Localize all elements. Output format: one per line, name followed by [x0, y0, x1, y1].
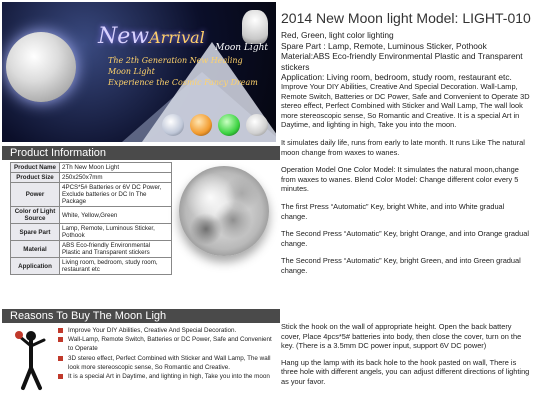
description-paragraph: Improve Your DIY Abilities, Creative And Special Decoration. Wall-Lamp, Remote Switch, Batteries or DC Power, Safe and Convenient to Operate 3D stereo effect, Perfect Combined with Sticker and Wall Lamp, The wall look more stereoscopic sense, So Romantic and Creative. It is a special Art in Daytime, and lighting in high, Take you into the moon.	[281, 82, 530, 130]
spec-line: Material:ABS Eco-friendly Environmental Plastic and Transparent stickers	[281, 51, 523, 72]
list-item: 3D stereo effect, Perfect Combined with Sticker and Wall Lamp, The wall look more stereoscopic sense, So Romantic and Creative.	[58, 354, 278, 372]
instruction-paragraph: Hang up the lamp with its back hole to the hook pasted on wall, There is three hole with different angels, you can adjust different directions of lighting as your favor.	[281, 357, 530, 386]
product-info-table	[10, 162, 172, 275]
table-value: Living room, bedroom, study room, restaurant etc	[60, 258, 172, 275]
figure-holding-moon-icon	[14, 330, 48, 392]
white-moon-icon	[162, 114, 184, 136]
description-paragraph: The Second Press “Automatic” Key, bright Green, and into Green gradual change.	[281, 256, 521, 275]
reasons-list	[58, 326, 278, 381]
green-moon-icon	[218, 114, 240, 136]
list-item: Improve Your DIY Abilities, Creative And Special Decoration.	[58, 326, 278, 335]
table-key: Product Size	[11, 173, 60, 183]
table-key: Power	[11, 183, 60, 207]
banner-arrival: Arrival	[149, 28, 205, 47]
instruction-paragraph: Stick the hook on the wall of appropriate height. Open the back battery cover, Place 4pcs*5# batteries into body, then close the cover, turn on the key. (There is a 3.5mm DC power input, support 6V DC power)	[281, 322, 522, 351]
table-key: Color of Light Source	[11, 207, 60, 224]
table-value: ABS Eco-friendly Environmental Plastic and Transparent stickers	[60, 241, 172, 258]
description-paragraph: The first Press “Automatic” Key, bright White, and into White gradual change.	[281, 201, 505, 221]
table-row	[11, 173, 172, 183]
hero-banner	[2, 2, 276, 142]
page-title: 2014 New Moon light Model: LIGHT-010	[281, 10, 531, 26]
table-value: Lamp, Remote, Luminous Sticker, Pothook	[60, 224, 172, 241]
description-paragraph: Operation Model One Color Model: It simulates the natural moon,change from waxes to wanes. Blend Color Model: Change different color every 5 minutes.	[281, 165, 519, 194]
description-body	[281, 82, 531, 284]
table-row	[11, 241, 172, 258]
table-row	[11, 258, 172, 275]
list-item: Wall-Lamp, Remote Switch, Batteries or DC Power, Safe and Convenient to Operate	[58, 335, 278, 353]
spec-line: Spare Part : Lamp, Remote, Luminous Sticker, Pothook	[281, 40, 487, 51]
spec-line: Application: Living room, bedroom, study room, restaurant etc.	[281, 72, 512, 82]
banner-sub-line-1: The 2th Generation New Healing	[108, 56, 243, 65]
banner-text	[98, 26, 268, 88]
table-key: Spare Part	[11, 224, 60, 241]
table-value: 2Th New Moon Light	[60, 163, 172, 173]
description-paragraph: The Second Press “Automatic” Key, bright Orange, and into Orange gradual change.	[281, 229, 529, 248]
table-value: 250x250x7mm	[60, 173, 172, 183]
banner-sub-line-3: Experience the Cosmic Fancy Dream	[108, 78, 258, 87]
banner-new: New	[98, 24, 150, 49]
table-row	[11, 224, 172, 241]
table-row	[11, 207, 172, 224]
banner-moonlight: Moon Light	[215, 43, 268, 53]
orange-moon-icon	[190, 114, 212, 136]
spec-list	[281, 30, 531, 83]
table-key: Material	[11, 241, 60, 258]
installation-instructions	[281, 322, 531, 394]
spec-line: Red, Green, light color lighting	[281, 30, 394, 40]
section-header-reasons: Reasons To Buy The Moon Ligh	[2, 309, 280, 323]
moon-product-image	[179, 166, 269, 256]
white-moon-icon-2	[246, 114, 268, 136]
moon-icon	[6, 32, 76, 102]
description-paragraph: It simulates daily life, runs from early to late month. It runs Like The natural moon change from waxes to wanes.	[281, 137, 525, 157]
table-value: 4PCS*5# Batteries or 6V DC Power, Exclude batteries or DC In The Package	[60, 183, 172, 207]
table-row	[11, 183, 172, 207]
table-key: Application	[11, 258, 60, 275]
table-key: Product Name	[11, 163, 60, 173]
list-item: It is a special Art in Daytime, and lighting in high, Take you into the moon	[58, 372, 278, 381]
table-value: White, Yellow,Green	[60, 207, 172, 224]
section-header-product-information: Product Information	[2, 146, 280, 160]
banner-sub-line-2: Moon Light	[108, 67, 155, 76]
table-row	[11, 163, 172, 173]
